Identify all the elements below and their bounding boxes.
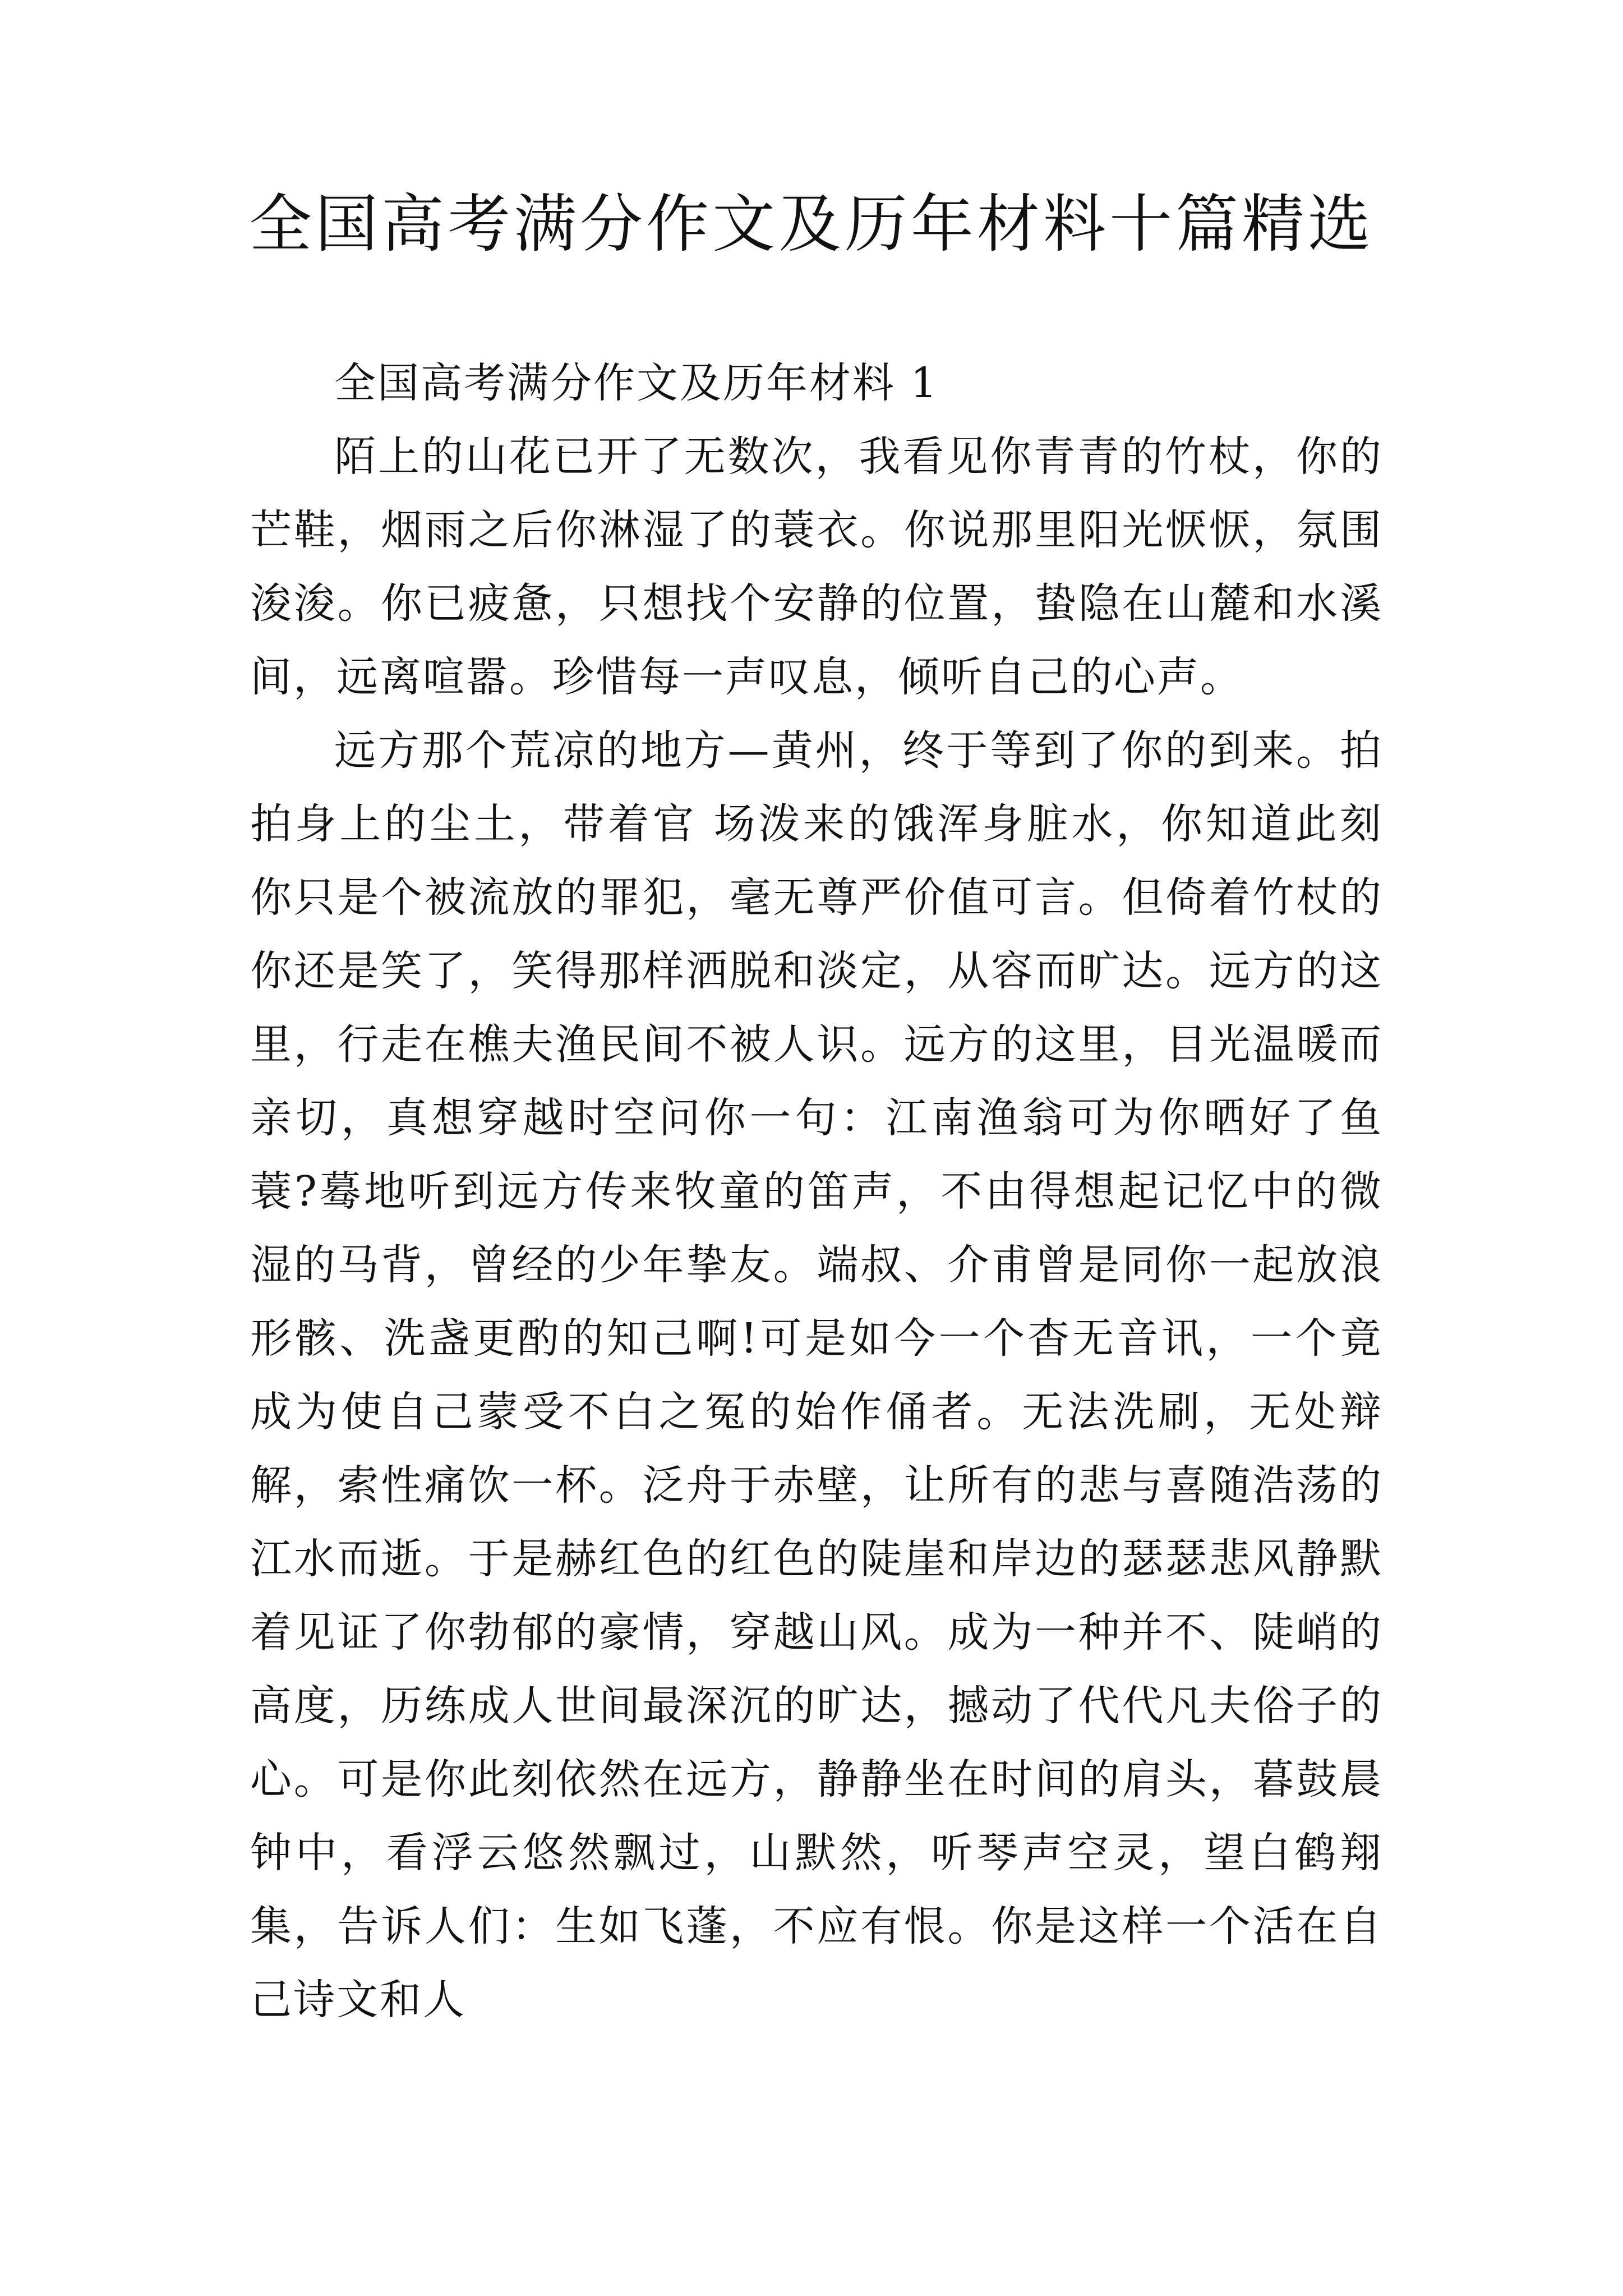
document-title: 全国高考满分作文及历年材料十篇精选 [249,188,1374,261]
document-body [250,347,1383,2037]
section-heading: 全国高考满分作文及历年材料 1 [334,359,939,407]
paragraph: 远方那个荒凉的地方—黄州，终于等到了你的到来。拍拍身上的尘土，带着官 场泼来的饿浑身脏水，你知道此刻你只是个被流放的罪犯，毫无尊严价值可言。但倚着竹杖的你还是笑了，笑得那样洒脱和淡定，从容而旷达。远方的这里，行走在樵夫渔民间不被人识。远方的这里，目光温暖而亲切，真想穿越时空问你一句：江南渔翁可为你晒好了鱼蓑?蓦地听到远方传来牧童的笛声，不由得想起记忆中的微湿的马背，曾经的少年挚友。端叔、介甫曾是同你一起放浪形骸、洗盏更酌的知己啊!可是如今一个杳无音讯，一个竟成为使自己蒙受不白之冤的始作俑者。无法洗刷，无处辩解，索性痛饮一杯。泛舟于赤壁，让所有的悲与喜随浩荡的江水而逝。于是赫红色的红色的陡崖和岸边的瑟瑟悲风静默着见证了你勃郁的豪情，穿越山风。成为一种并不、陡峭的高度，历练成人世间最深沉的旷达，撼动了代代凡夫俗子的心。可是你此刻依然在远方，静静坐在时间的肩头，暮鼓晨钟中，看浮云悠然飘过，山默然，听琴声空灵，望白鹤翔集，告诉人们：生如飞蓬，不应有恨。你是这样一个活在自己诗文和人 [250,726,1383,2024]
paragraph: 陌上的山花已开了无数次，我看见你青青的竹杖，你的芒鞋，烟雨之后你淋湿了的蓑衣。你说那里阳光恹恹，氛围浚浚。你已疲惫，只想找个安静的位置，蛰隐在山麓和水溪间，远离喧嚣。珍惜每一声叹息，倾听自己的心声。 [250,432,1383,701]
